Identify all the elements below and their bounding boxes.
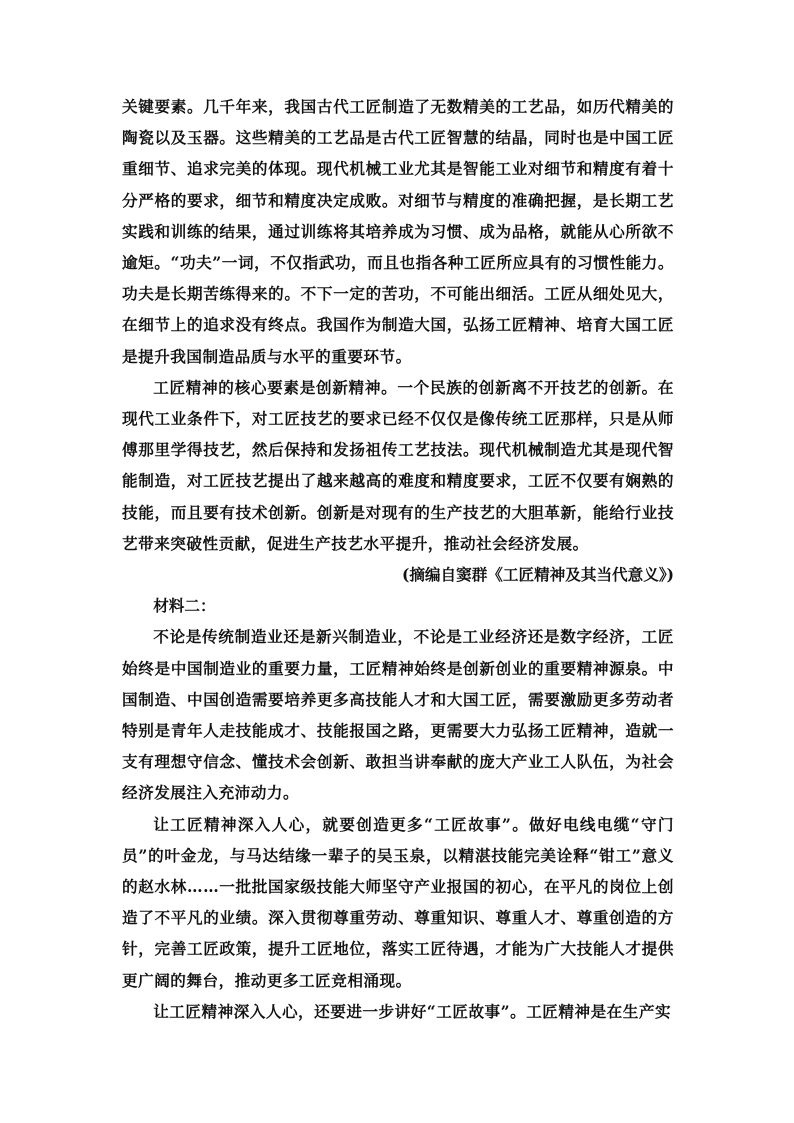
source-citation: (摘编自窦群《工匠精神及其当代意义》)	[401, 565, 674, 585]
paragraph-2: 工匠精神的核心要素是创新精神。一个民族的创新离不开技艺的创新。在现代工业条件下，对工匠技艺的要求已经不仅仅是像传统工匠那样，只是从师傅那里学得技艺，然后保持和发扬祖传工艺技法。现代机械制造尤其是现代智能制造，对工匠技艺提出了越来越高的难度和精度要求，工匠不仅要有娴熟的技能，而且要有技术创新。创新是对现有的生产技艺的大胆革新，能给行业技艺带来突破性贡献，促进生产技艺水平提升，推动社会经济发展。	[122, 377, 674, 553]
paragraph-4: 让工匠精神深入人心，就要创造更多“工匠故事”。做好电线电缆“守门员”的叶金龙，与马达结缘一辈子的吴玉泉，以精湛技能完美诠释“钳工”意义的赵水林……一批批国家级技能大师坚守产业报国的初心，在平凡的岗位上创造了不平凡的业绩。深入贯彻尊重劳动、尊重知识、尊重人才、尊重创造的方针，完善工匠政策，提升工匠地位，落实工匠待遇，才能为广大技能人才提供更广阔的舞台，推动更多工匠竞相涌现。	[122, 814, 674, 990]
section-label-material-2: 材料二：	[153, 596, 216, 616]
paragraph-3: 不论是传统制造业还是新兴制造业，不论是工业经济还是数字经济，工匠始终是中国制造业的重要力量，工匠精神始终是创新创业的重要精神源泉。中国制造、中国创造需要培养更多高技能人才和大国工匠，需要激励更多劳动者特别是青年人走技能成才、技能报国之路，更需要大力弘扬工匠精神，造就一支有理想守信念、懂技术会创新、敢担当讲奉献的庞大产业工人队伍，为社会经济发展注入充沛动力。	[122, 627, 674, 803]
paragraph-1: 关键要素。几千年来，我国古代工匠制造了无数精美的工艺品，如历代精美的陶瓷以及玉器。这些精美的工艺品是古代工匠智慧的结晶，同时也是中国工匠重细节、追求完美的体现。现代机械工业尤其是智能工业对细节和精度有着十分严格的要求，细节和精度决定成败。对细节与精度的准确把握，是长期工艺实践和训练的结果，通过训练将其培养成为习惯、成为品格，就能从心所欲不逾矩。“功夫”一词，不仅指武功，而且也指各种工匠所应具有的习惯性能力。功夫是长期苦练得来的。不下一定的苦功，不可能出细活。工匠从细处见大，在细节上的追求没有终点。我国作为制造大国，弘扬工匠精神、培育大国工匠是提升我国制造品质与水平的重要环节。	[122, 97, 674, 366]
document-page	[122, 91, 674, 1027]
paragraph-5: 让工匠精神深入人心，还要进一步讲好“工匠故事”。工匠精神是在生产实	[153, 1001, 672, 1021]
